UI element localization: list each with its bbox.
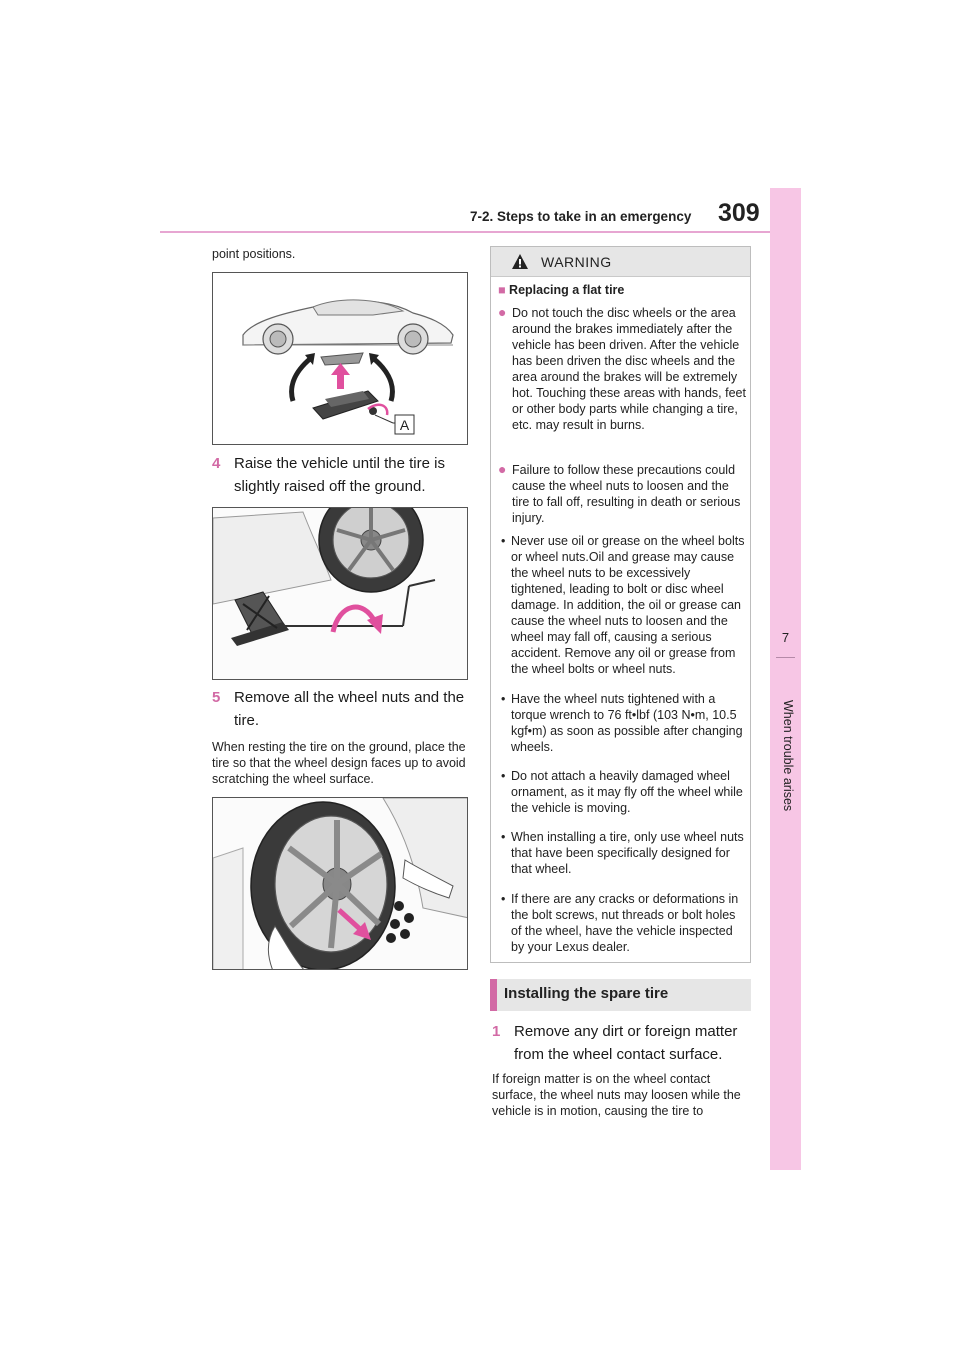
- jack-point-illustration: [212, 272, 468, 445]
- step-4: [212, 452, 470, 498]
- raise-vehicle-illustration: [212, 507, 468, 680]
- jack-handle-drawing: [213, 508, 468, 680]
- step-5: [212, 686, 470, 732]
- warning-item-2: [501, 691, 746, 755]
- warning-title: WARNING: [541, 254, 612, 270]
- car-jack-drawing: [213, 273, 468, 445]
- installing-heading-accent: [490, 979, 497, 1011]
- tire-removal-drawing: [213, 798, 468, 970]
- page-number: 309: [718, 199, 760, 227]
- warning-item-1-text: Never use oil or grease on the wheel bolts or wheel nuts.Oil and grease may cause the wheel nuts to be excessively tightened, leading to bolt or disc wheel damage. In addition, the oil or grease can cause the wheel nuts to loosen and the wheel may fall off, causing a serious accident. Remove any oil or grease from the wheel bolts or wheel nuts.: [511, 534, 745, 676]
- chapter-title: When trouble arises: [781, 700, 795, 812]
- warning-item-3-marker: •: [501, 769, 506, 783]
- warning-item-3: [501, 768, 746, 816]
- step-5-number: 5: [212, 689, 221, 706]
- warning-item-4-marker: •: [501, 830, 506, 844]
- warning-bullet-1-marker: ●: [498, 304, 507, 320]
- step-4-number: 4: [212, 455, 221, 472]
- warning-item-4: [501, 829, 746, 877]
- install-step-1-note: If foreign matter is on the wheel contact surface, the wheel nuts may loosen while the vehicle is in motion, causing the tire to: [492, 1072, 741, 1118]
- warning-item-2-text: Have the wheel nuts tightened with a torque wrench to 76 ft•lbf (103 N•m, 10.5 kgf•m) as soon as possible after changing wheels.: [511, 692, 743, 754]
- warning-subtitle: [498, 283, 624, 297]
- warning-item-5: [501, 891, 746, 955]
- warning-bullet-1-text: Do not touch the disc wheels or the area around the brakes immediately after the vehicle has been driven. After the vehicle has been driven the disc wheels and the area around the brakes will be extremely hot. Touching these areas with hands, feet or other body parts while changing a tire, etc. may result in burns.: [512, 306, 746, 432]
- warning-box: [490, 246, 751, 963]
- warning-item-5-text: If there are any cracks or deformations in the bolt screws, nut threads or bolt holes of the wheel, have the vehicle inspected by your Lexus dealer.: [511, 892, 739, 954]
- warning-triangle-icon: [511, 253, 529, 270]
- warning-item-1: [501, 533, 746, 677]
- warning-item-3-text: Do not attach a heavily damaged wheel ornament, as it may fly off the wheel while the vehicle is moving.: [511, 769, 743, 815]
- warning-subtitle-text: Replacing a flat tire: [509, 283, 625, 297]
- warning-item-5-marker: •: [501, 892, 506, 906]
- remove-tire-illustration: [212, 797, 468, 970]
- warning-bullet-2-text: Failure to follow these precautions could cause the wheel nuts to loosen and the tire to fall off, resulting in death or serious injury.: [512, 463, 741, 525]
- warning-item-4-text: When installing a tire, only use wheel nuts that have been specifically designed for that wheel.: [511, 830, 744, 876]
- warning-subtitle-marker: ■: [498, 283, 506, 297]
- step-5-text: Remove all the wheel nuts and the tire.: [234, 689, 465, 729]
- warning-bullet-2: [498, 462, 746, 526]
- chapter-side-tab: [770, 188, 801, 1170]
- header-rule: [160, 231, 770, 233]
- chapter-number: 7: [781, 630, 790, 645]
- warning-item-1-marker: •: [501, 534, 506, 548]
- install-step-1-text: Remove any dirt or foreign matter from the wheel contact surface.: [514, 1023, 738, 1063]
- step-4-text: Raise the vehicle until the tire is slightly raised off the ground.: [234, 455, 445, 495]
- intro-text: point positions.: [212, 247, 296, 261]
- figure-label-a: A: [399, 417, 410, 433]
- install-step-1: [492, 1020, 752, 1066]
- warning-header: [491, 247, 750, 277]
- section-title: 7-2. Steps to take in an emergency: [470, 209, 692, 224]
- warning-bullet-1: [498, 305, 746, 433]
- installing-heading: Installing the spare tire: [504, 985, 669, 1002]
- step-5-note: When resting the tire on the ground, place the tire so that the wheel design faces up to avoid scratching the wheel surface.: [212, 740, 466, 786]
- install-step-1-number: 1: [492, 1023, 501, 1040]
- chapter-divider: [776, 657, 795, 658]
- warning-item-2-marker: •: [501, 692, 506, 706]
- warning-bullet-2-marker: ●: [498, 461, 507, 477]
